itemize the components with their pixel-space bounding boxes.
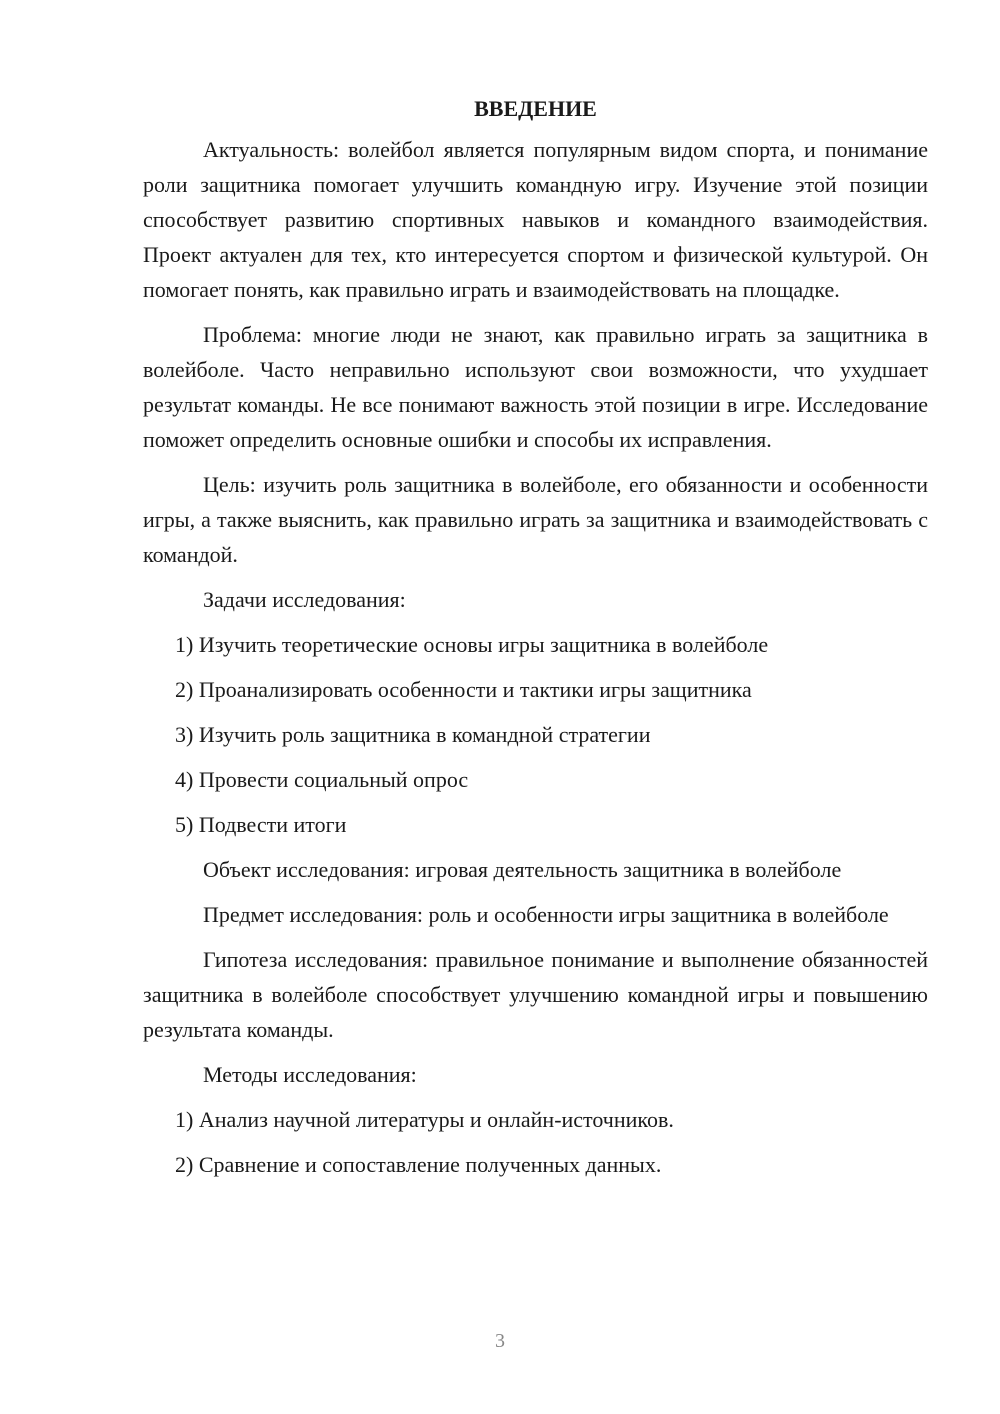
methods-heading: Методы исследования: [203, 1062, 417, 1087]
problem-paragraph: Проблема: многие люди не знают, как правильно играть за защитника в волейболе. Часто неправильно используют свои возможности, что ухудшает результат команды. Не все понимают важность этой позиции в игре. Исследование поможет определить основные ошибки и способы их исправления. [143, 322, 928, 452]
task-item: 5) Подвести итоги [175, 812, 347, 837]
tasks-heading: Задачи исследования: [203, 587, 406, 612]
relevance-paragraph: Актуальность: волейбол является популярным видом спорта, и понимание роли защитника помогает улучшить командную игру. Изучение этой позиции способствует развитию спортивных навыков и командного взаимодействия. Проект актуален для тех, кто интересуется спортом и физической культурой. Он помогает понять, как правильно играть и взаимодействовать на площадке. [143, 137, 928, 302]
object-paragraph: Объект исследования: игровая деятельность защитника в волейболе [203, 857, 842, 882]
section-title: ВВЕДЕНИЕ [474, 96, 597, 121]
goal-paragraph: Цель: изучить роль защитника в волейболе, его обязанности и особенности игры, а также выяснить, как правильно играть за защитника и взаимодействовать с командой. [143, 472, 928, 567]
subject-paragraph: Предмет исследования: роль и особенности игры защитника в волейболе [203, 902, 889, 927]
hypothesis-paragraph: Гипотеза исследования: правильное понимание и выполнение обязанностей защитника в волейболе способствует улучшению командной игры и повышению результата команды. [143, 947, 928, 1042]
task-item: 1) Изучить теоретические основы игры защитника в волейболе [175, 632, 769, 657]
task-item: 4) Провести социальный опрос [175, 767, 469, 792]
task-item: 3) Изучить роль защитника в командной стратегии [175, 722, 651, 747]
document-page [143, 92, 928, 1192]
page-number: 3 [495, 1330, 505, 1352]
task-item: 2) Проанализировать особенности и тактики игры защитника [175, 677, 752, 702]
method-item: 2) Сравнение и сопоставление полученных данных. [175, 1152, 662, 1177]
method-item: 1) Анализ научной литературы и онлайн-источников. [175, 1107, 674, 1132]
